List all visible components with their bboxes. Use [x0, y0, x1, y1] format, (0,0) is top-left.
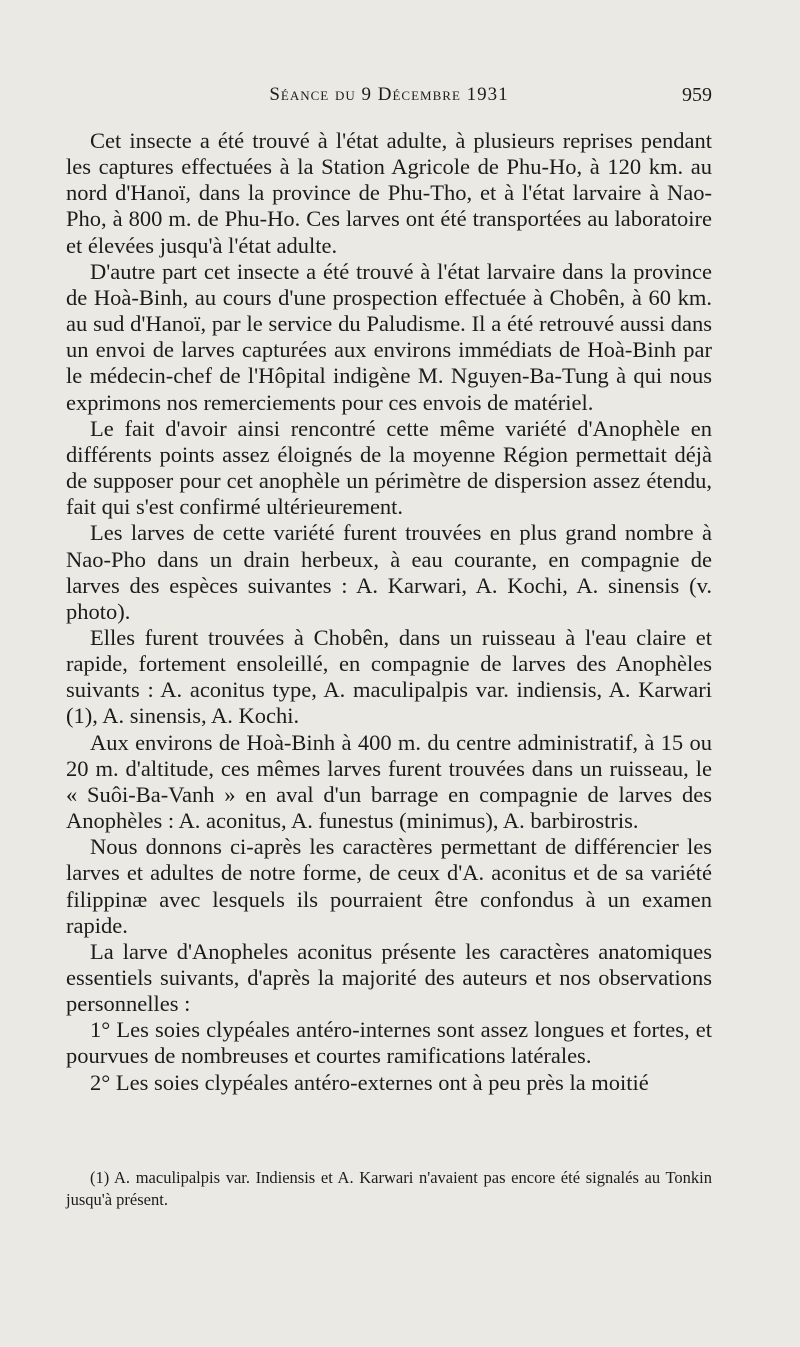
page-number: 959: [682, 84, 712, 106]
paragraph-10: 2° Les soies clypéales antéro-externes ont à peu près la moitié: [90, 1069, 649, 1095]
paragraph-2: D'autre part cet insecte a été trouvé à l'état larvaire dans la province de Hoà-Binh, au cours d'une prospection effectuée à Chobên, à 60 km. au sud d'Hanoï, par le service du Paludisme. Il a été retrouvé aussi dans un envoi de larves capturées aux environs immédiats de Hoà-Binh par le médecin-chef de l'Hôpital indigène M. Nguyen-Ba-Tung à qui nous exprimons nos remerciements pour ces envois de matériel.: [66, 258, 712, 415]
paragraph-8: La larve d'Anopheles aconitus présente les caractères anatomiques essentiels suivants, d'après la majorité des auteurs et nos observations personnelles :: [66, 938, 712, 1017]
paragraph-5: Elles furent trouvées à Chobên, dans un ruisseau à l'eau claire et rapide, fortement ensoleillé, en compagnie de larves des Anophèles suivants : A. aconitus type, A. maculipalpis var. indiensis, A. Karwari (1), A. sinensis, A. Kochi.: [66, 624, 712, 729]
body-text: [66, 128, 712, 1096]
running-header: [66, 84, 712, 114]
paragraph-3: Le fait d'avoir ainsi rencontré cette même variété d'Anophèle en différents points assez éloignés de la moyenne Région permettait déjà de supposer pour cet anophèle un périmètre de dispersion assez étendu, fait qui s'est confirmé ultérieurement.: [66, 415, 712, 520]
paragraph-6: Aux environs de Hoà-Binh à 400 m. du centre administratif, à 15 ou 20 m. d'altitude, ces mêmes larves furent trouvées dans un ruisseau, le « Suôi-Ba-Vanh » en aval d'un barrage en compagnie de larves des Anophèles : A. aconitus, A. funestus (minimus), A. barbirostris.: [66, 729, 712, 834]
paragraph-9: 1° Les soies clypéales antéro-internes sont assez longues et fortes, et pourvues de nombreuses et courtes ramifications latérales.: [66, 1017, 712, 1069]
paragraph-1: Cet insecte a été trouvé à l'état adulte, à plusieurs reprises pendant les captures effectuées à la Station Agricole de Phu-Ho, à 120 km. au nord d'Hanoï, dans la province de Phu-Tho, et à l'état larvaire à Nao-Pho, à 800 m. de Phu-Ho. Ces larves ont été transportées au laboratoire et élevées jusqu'à l'état adulte.: [66, 128, 712, 258]
footnote: (1) A. maculipalpis var. Indiensis et A. Karwari n'avaient pas encore été signalés au Tonkin jusqu'à présent.: [66, 1168, 712, 1209]
paragraph-7: Nous donnons ci-après les caractères permettant de différencier les larves et adultes de notre forme, de ceux d'A. aconitus et de sa variété filippinæ avec lesquels ils pourraient être confondus à un examen rapide.: [66, 834, 712, 938]
paragraph-4: Les larves de cette variété furent trouvées en plus grand nombre à Nao-Pho dans un drain herbeux, à eau courante, en compagnie de larves des espèces suivantes : A. Karwari, A. Kochi, A. sinensis (v. photo).: [66, 520, 712, 624]
header-title: Séance du 9 Décembre 1931: [269, 84, 509, 105]
